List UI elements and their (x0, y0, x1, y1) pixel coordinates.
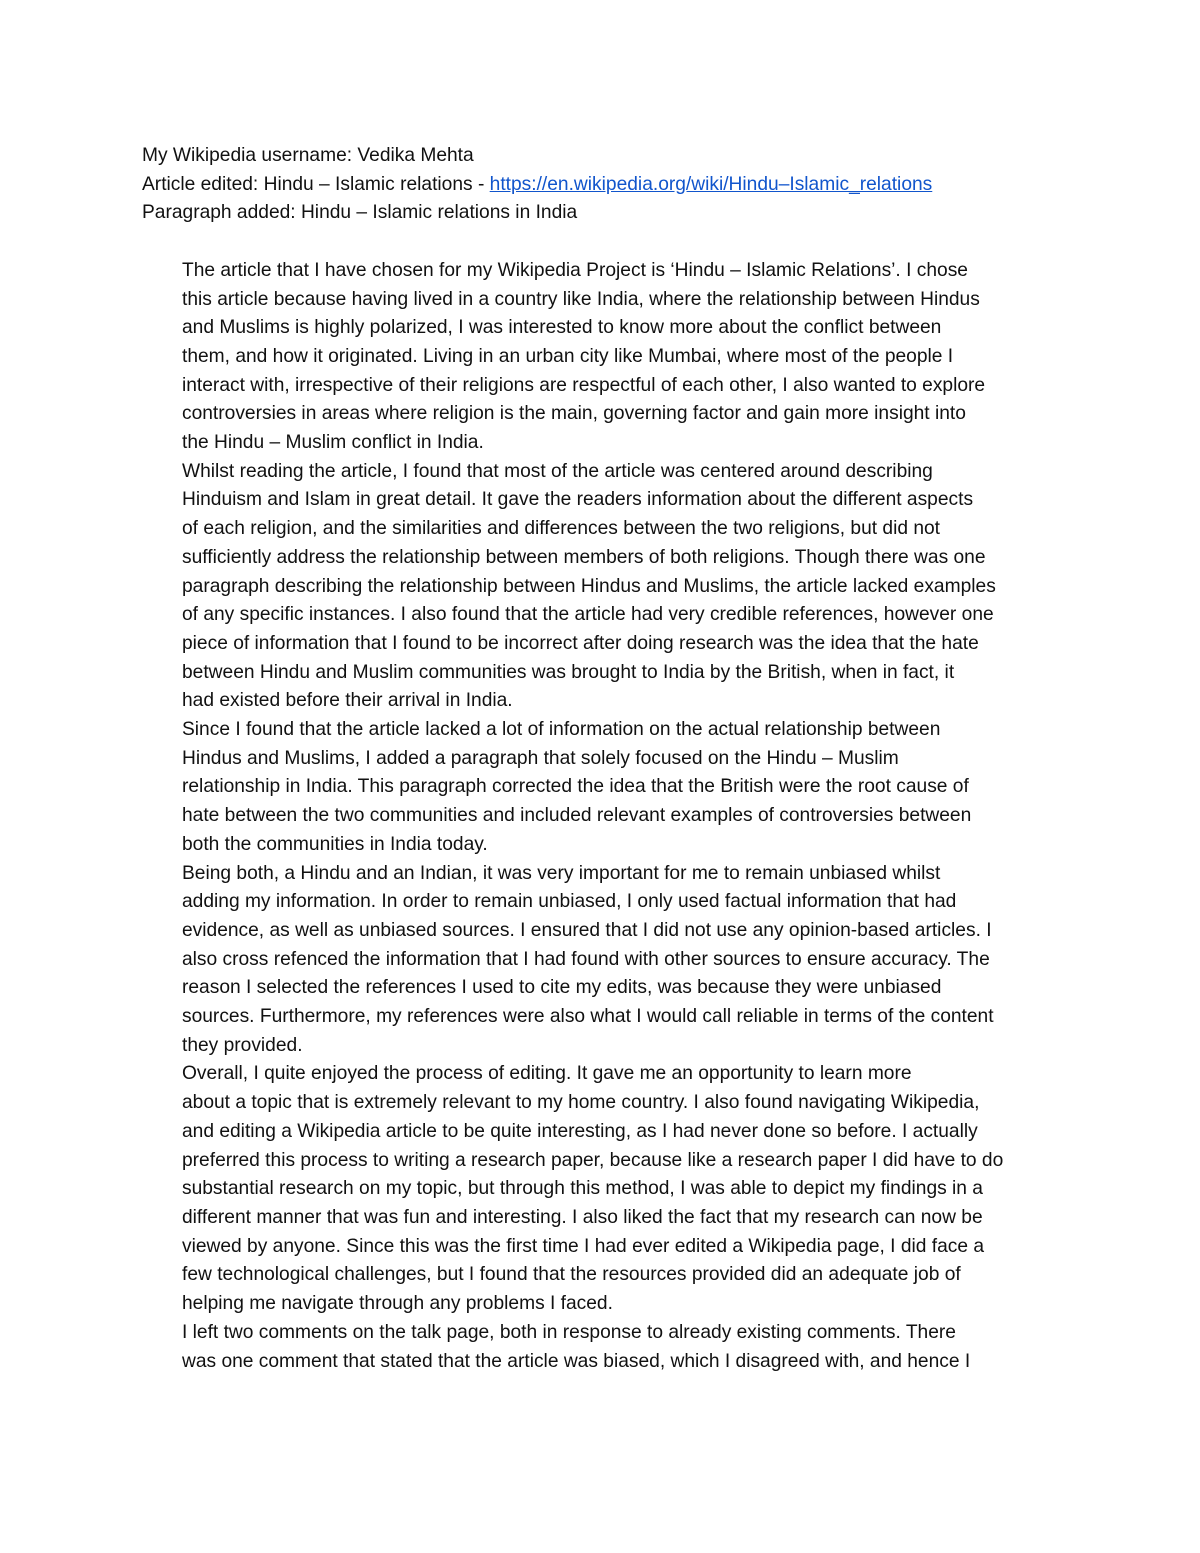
paragraph-line: piece of information that I found to be incorrect after doing research was the idea that the hate (182, 632, 979, 654)
paragraph-line: both the communities in India today. (182, 833, 488, 855)
paragraph-line: was one comment that stated that the article was biased, which I disagreed with, and hence I (182, 1350, 971, 1372)
paragraph-line: sources. Furthermore, my references were also what I would call reliable in terms of the content (182, 1006, 994, 1028)
paragraph-line: different manner that was fun and interesting. I also liked the fact that my research can now be (182, 1207, 983, 1228)
paragraph-line: preferred this process to writing a research paper, because like a research paper I did have to do (182, 1149, 1004, 1171)
paragraph-line: reason I selected the references I used to cite my edits, was because they were unbiased (182, 977, 942, 999)
essay-paragraph (142, 257, 1072, 458)
paragraph-line: the Hindu – Muslim conflict in India. (182, 432, 484, 454)
article-link[interactable]: https://en.wikipedia.org/wiki/Hindu–Islamic_relations (489, 173, 933, 195)
article-edited-line (142, 171, 1072, 200)
essay-paragraph (142, 716, 1072, 860)
paragraph-line: relationship in India. This paragraph corrected the idea that the British were the root cause of (182, 776, 969, 798)
paragraph-line: Being both, a Hindu and an Indian, it was very important for me to remain unbiased whilst (182, 862, 941, 884)
paragraph-line: and Muslims is highly polarized, I was interested to know more about the conflict between (182, 317, 942, 339)
paragraph-added-line (142, 199, 1072, 228)
username-line (142, 142, 1072, 171)
paragraph-line: evidence, as well as unbiased sources. I ensured that I did not use any opinion-based articles. I (182, 919, 992, 941)
paragraph-line: sufficiently address the relationship between members of both religions. Though there was one (182, 546, 986, 568)
article-label: Article edited: (142, 173, 264, 195)
paragraph-line: this article because having lived in a country like India, where the relationship between Hindus (182, 288, 980, 310)
essay-paragraph (142, 1319, 1072, 1376)
essay-paragraphs (142, 257, 1072, 1376)
paragraph-line: them, and how it originated. Living in an urban city like Mumbai, where most of the people I (182, 345, 954, 367)
paragraph-line: adding my information. In order to remain unbiased, I only used factual information that had (182, 891, 957, 913)
username-value: Vedika Mehta (357, 145, 474, 166)
article-value: Hindu – Islamic relations - (263, 173, 490, 195)
paragraph-line: Overall, I quite enjoyed the process of editing. It gave me an opportunity to learn more (182, 1063, 912, 1085)
paragraph-line: Since I found that the article lacked a lot of information on the actual relationship between (182, 719, 941, 741)
paragraph-line: Hinduism and Islam in great detail. It gave the readers information about the different aspects (182, 489, 974, 511)
paragraph-line: few technological challenges, but I found that the resources provided did an adequate job of (182, 1264, 961, 1286)
paragraph-line: and editing a Wikipedia article to be quite interesting, as I had never done so before. I actually (182, 1120, 978, 1142)
paragraph-line: they provided. (182, 1034, 303, 1056)
paragraph-line: of any specific instances. I also found that the article had very credible references, however one (182, 604, 994, 626)
paragraph-label: Paragraph added: (142, 202, 301, 224)
essay-paragraph (142, 1060, 1072, 1318)
document-body (142, 142, 1072, 1376)
username-label: My Wikipedia username: (142, 145, 358, 166)
paragraph-line: viewed by anyone. Since this was the first time I had ever edited a Wikipedia page, I did face a (182, 1235, 985, 1257)
paragraph-line: Whilst reading the article, I found that most of the article was centered around describing (182, 460, 933, 482)
paragraph-line: substantial research on my topic, but through this method, I was able to depict my findings in a (182, 1178, 983, 1200)
paragraph-line: had existed before their arrival in India. (182, 690, 513, 712)
paragraph-value: Hindu – Islamic relations in India (300, 202, 578, 224)
blank-line (142, 228, 1072, 257)
paragraph-line: The article that I have chosen for my Wikipedia Project is ‘Hindu – Islamic Relations’. I chose (182, 259, 968, 281)
paragraph-line: paragraph describing the relationship between Hindus and Muslims, the article lacked examples (182, 575, 996, 597)
essay-paragraph (142, 860, 1072, 1061)
paragraph-line: between Hindu and Muslim communities was brought to India by the British, when in fact, it (182, 661, 955, 683)
paragraph-line: controversies in areas where religion is the main, governing factor and gain more insight into (182, 403, 966, 425)
paragraph-line: also cross refenced the information that I had found with other sources to ensure accuracy. The (182, 948, 990, 970)
paragraph-line: I left two comments on the talk page, both in response to already existing comments. There (182, 1321, 956, 1343)
paragraph-line: interact with, irrespective of their religions are respectful of each other, I also wanted to explore (182, 374, 986, 396)
paragraph-line: helping me navigate through any problems I faced. (182, 1293, 613, 1315)
paragraph-line: Hindus and Muslims, I added a paragraph that solely focused on the Hindu – Muslim (182, 747, 899, 769)
paragraph-line: of each religion, and the similarities and differences between the two religions, but did not (182, 518, 941, 540)
paragraph-line: hate between the two communities and included relevant examples of controversies between (182, 805, 972, 827)
essay-paragraph (142, 458, 1072, 716)
paragraph-line: about a topic that is extremely relevant to my home country. I also found navigating Wikipedia, (182, 1092, 980, 1114)
